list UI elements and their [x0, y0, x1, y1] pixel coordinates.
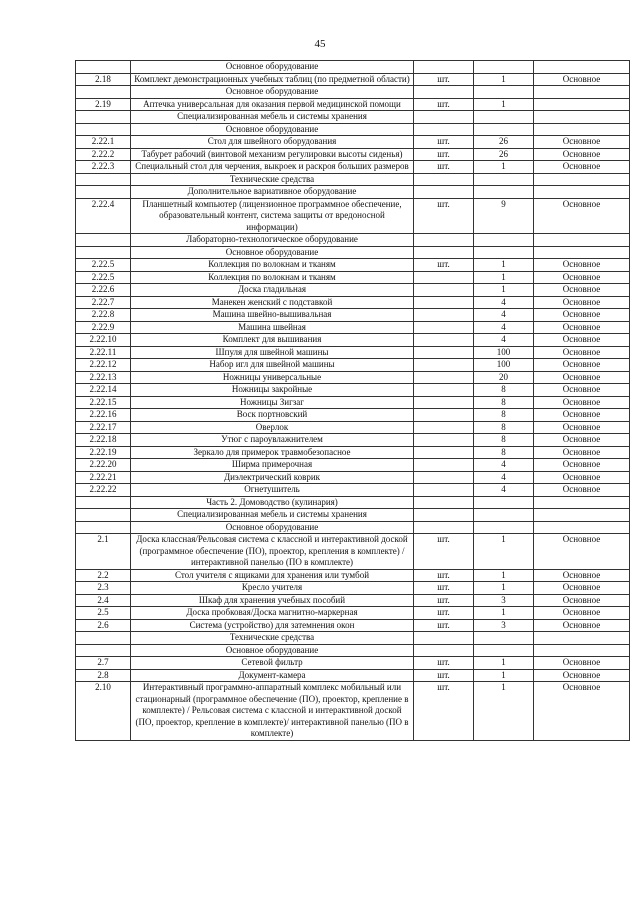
- empty-cell: [534, 111, 630, 124]
- empty-cell: [414, 234, 474, 247]
- item-name-cell: Аптечка универсальная для оказания первой медицинской помощи: [131, 98, 414, 111]
- table-row: [76, 309, 630, 322]
- category-cell: Основное: [534, 582, 630, 595]
- section-title-cell: Основное оборудование: [131, 521, 414, 534]
- item-number-cell: 2.22.6: [76, 284, 131, 297]
- category-cell: Основное: [534, 594, 630, 607]
- table-row: [76, 198, 630, 234]
- empty-cell: [414, 509, 474, 522]
- table-row: [76, 484, 630, 497]
- item-name-cell: Диэлектрический коврик: [131, 471, 414, 484]
- unit-cell: [414, 284, 474, 297]
- empty-cell: [474, 234, 534, 247]
- empty-cell: [534, 496, 630, 509]
- quantity-cell: 1: [474, 569, 534, 582]
- empty-cell: [534, 61, 630, 74]
- empty-cell: [474, 111, 534, 124]
- table-row: [76, 334, 630, 347]
- quantity-cell: 1: [474, 161, 534, 174]
- unit-cell: шт.: [414, 73, 474, 86]
- empty-cell: [76, 632, 131, 645]
- empty-cell: [76, 86, 131, 99]
- empty-cell: [414, 173, 474, 186]
- empty-cell: [76, 234, 131, 247]
- item-name-cell: Воск портновский: [131, 409, 414, 422]
- unit-cell: [414, 396, 474, 409]
- item-name-cell: Стол учителя с ящиками для хранения или тумбой: [131, 569, 414, 582]
- unit-cell: [414, 409, 474, 422]
- unit-cell: шт.: [414, 569, 474, 582]
- category-cell: Основное: [534, 682, 630, 741]
- unit-cell: [414, 484, 474, 497]
- table-row: [76, 396, 630, 409]
- empty-cell: [534, 86, 630, 99]
- category-cell: Основное: [534, 534, 630, 570]
- item-name-cell: Набор игл для швейной машины: [131, 359, 414, 372]
- item-number-cell: 2.22.5: [76, 259, 131, 272]
- item-name-cell: Машина швейная: [131, 321, 414, 334]
- empty-cell: [414, 186, 474, 199]
- item-name-cell: Огнетушитель: [131, 484, 414, 497]
- quantity-cell: 9: [474, 198, 534, 234]
- empty-cell: [534, 246, 630, 259]
- empty-cell: [76, 61, 131, 74]
- quantity-cell: 8: [474, 384, 534, 397]
- table-row: [76, 471, 630, 484]
- section-header-row: [76, 86, 630, 99]
- item-number-cell: 2.5: [76, 607, 131, 620]
- section-title-cell: Часть 2. Домоводство (кулинария): [131, 496, 414, 509]
- table-row: [76, 98, 630, 111]
- category-cell: Основное: [534, 309, 630, 322]
- item-name-cell: Доска пробковая/Доска магнитно-маркерная: [131, 607, 414, 620]
- item-name-cell: Манекен женский с подставкой: [131, 296, 414, 309]
- item-name-cell: Ножницы закройные: [131, 384, 414, 397]
- empty-cell: [534, 509, 630, 522]
- table-row: [76, 409, 630, 422]
- table-row: [76, 384, 630, 397]
- empty-cell: [76, 111, 131, 124]
- section-header-row: [76, 521, 630, 534]
- item-name-cell: Доска гладильная: [131, 284, 414, 297]
- quantity-cell: 100: [474, 346, 534, 359]
- item-name-cell: Ножницы универсальные: [131, 371, 414, 384]
- item-number-cell: 2.22.17: [76, 421, 131, 434]
- section-title-cell: Основное оборудование: [131, 644, 414, 657]
- table-row: [76, 271, 630, 284]
- section-title-cell: Дополнительное вариативное оборудование: [131, 186, 414, 199]
- item-number-cell: 2.19: [76, 98, 131, 111]
- category-cell: Основное: [534, 148, 630, 161]
- quantity-cell: 1: [474, 607, 534, 620]
- quantity-cell: 1: [474, 534, 534, 570]
- section-header-row: [76, 246, 630, 259]
- empty-cell: [474, 86, 534, 99]
- unit-cell: [414, 384, 474, 397]
- item-number-cell: 2.22.5: [76, 271, 131, 284]
- table-row: [76, 657, 630, 670]
- item-number-cell: 2.22.14: [76, 384, 131, 397]
- item-number-cell: 2.1: [76, 534, 131, 570]
- unit-cell: [414, 334, 474, 347]
- category-cell: Основное: [534, 321, 630, 334]
- item-name-cell: Стол для швейного оборудования: [131, 136, 414, 149]
- category-cell: Основное: [534, 136, 630, 149]
- empty-cell: [474, 644, 534, 657]
- item-number-cell: 2.22.9: [76, 321, 131, 334]
- table-row: [76, 619, 630, 632]
- table-row: [76, 259, 630, 272]
- empty-cell: [76, 123, 131, 136]
- item-number-cell: 2.22.13: [76, 371, 131, 384]
- section-header-row: [76, 173, 630, 186]
- category-cell: Основное: [534, 569, 630, 582]
- section-header-row: [76, 111, 630, 124]
- item-number-cell: 2.22.22: [76, 484, 131, 497]
- empty-cell: [534, 186, 630, 199]
- section-header-row: [76, 632, 630, 645]
- unit-cell: [414, 296, 474, 309]
- table-row: [76, 136, 630, 149]
- category-cell: Основное: [534, 459, 630, 472]
- unit-cell: шт.: [414, 619, 474, 632]
- table-row: [76, 421, 630, 434]
- item-name-cell: Зеркало для примерок травмобезопасное: [131, 446, 414, 459]
- table-row: [76, 569, 630, 582]
- empty-cell: [474, 186, 534, 199]
- empty-cell: [414, 61, 474, 74]
- quantity-cell: 8: [474, 434, 534, 447]
- table-row: [76, 594, 630, 607]
- item-name-cell: Комплект демонстрационных учебных таблиц (по предметной области): [131, 73, 414, 86]
- table-row: [76, 73, 630, 86]
- category-cell: Основное: [534, 421, 630, 434]
- item-name-cell: Оверлок: [131, 421, 414, 434]
- empty-cell: [534, 173, 630, 186]
- item-number-cell: 2.22.20: [76, 459, 131, 472]
- empty-cell: [474, 521, 534, 534]
- unit-cell: шт.: [414, 657, 474, 670]
- empty-cell: [474, 632, 534, 645]
- item-number-cell: 2.10: [76, 682, 131, 741]
- category-cell: Основное: [534, 607, 630, 620]
- quantity-cell: 1: [474, 669, 534, 682]
- unit-cell: шт.: [414, 582, 474, 595]
- item-number-cell: 2.22.12: [76, 359, 131, 372]
- section-header-row: [76, 123, 630, 136]
- unit-cell: шт.: [414, 607, 474, 620]
- quantity-cell: 3: [474, 619, 534, 632]
- empty-cell: [414, 111, 474, 124]
- item-name-cell: Система (устройство) для затемнения окон: [131, 619, 414, 632]
- table-row: [76, 669, 630, 682]
- equipment-table-body: [76, 61, 630, 741]
- item-number-cell: 2.18: [76, 73, 131, 86]
- empty-cell: [414, 86, 474, 99]
- item-name-cell: Табурет рабочий (винтовой механизм регулировки высоты сиденья): [131, 148, 414, 161]
- section-header-row: [76, 61, 630, 74]
- empty-cell: [76, 496, 131, 509]
- category-cell: Основное: [534, 409, 630, 422]
- item-number-cell: 2.22.18: [76, 434, 131, 447]
- empty-cell: [414, 521, 474, 534]
- category-cell: [534, 98, 630, 111]
- category-cell: Основное: [534, 296, 630, 309]
- quantity-cell: 4: [474, 484, 534, 497]
- unit-cell: шт.: [414, 98, 474, 111]
- item-number-cell: 2.7: [76, 657, 131, 670]
- empty-cell: [76, 246, 131, 259]
- quantity-cell: 4: [474, 309, 534, 322]
- quantity-cell: 8: [474, 421, 534, 434]
- table-row: [76, 459, 630, 472]
- empty-cell: [76, 509, 131, 522]
- item-number-cell: 2.22.11: [76, 346, 131, 359]
- quantity-cell: 4: [474, 321, 534, 334]
- item-name-cell: Сетевой фильтр: [131, 657, 414, 670]
- item-name-cell: Комплект для вышивания: [131, 334, 414, 347]
- item-number-cell: 2.22.10: [76, 334, 131, 347]
- empty-cell: [474, 123, 534, 136]
- table-row: [76, 371, 630, 384]
- quantity-cell: 4: [474, 471, 534, 484]
- quantity-cell: 4: [474, 459, 534, 472]
- quantity-cell: 26: [474, 136, 534, 149]
- unit-cell: шт.: [414, 198, 474, 234]
- quantity-cell: 1: [474, 682, 534, 741]
- empty-cell: [474, 61, 534, 74]
- unit-cell: шт.: [414, 682, 474, 741]
- item-number-cell: 2.8: [76, 669, 131, 682]
- empty-cell: [76, 186, 131, 199]
- item-number-cell: 2.22.19: [76, 446, 131, 459]
- empty-cell: [534, 644, 630, 657]
- section-title-cell: Технические средства: [131, 632, 414, 645]
- item-number-cell: 2.2: [76, 569, 131, 582]
- quantity-cell: 1: [474, 98, 534, 111]
- unit-cell: шт.: [414, 669, 474, 682]
- unit-cell: [414, 434, 474, 447]
- empty-cell: [474, 496, 534, 509]
- empty-cell: [414, 632, 474, 645]
- item-number-cell: 2.22.4: [76, 198, 131, 234]
- unit-cell: [414, 471, 474, 484]
- category-cell: Основное: [534, 396, 630, 409]
- empty-cell: [414, 644, 474, 657]
- empty-cell: [414, 496, 474, 509]
- quantity-cell: 4: [474, 334, 534, 347]
- quantity-cell: 3: [474, 594, 534, 607]
- category-cell: Основное: [534, 384, 630, 397]
- item-number-cell: 2.22.2: [76, 148, 131, 161]
- unit-cell: шт.: [414, 148, 474, 161]
- quantity-cell: 1: [474, 657, 534, 670]
- page-number: 45: [314, 38, 326, 50]
- category-cell: Основное: [534, 198, 630, 234]
- category-cell: Основное: [534, 73, 630, 86]
- category-cell: Основное: [534, 471, 630, 484]
- section-header-row: [76, 509, 630, 522]
- item-number-cell: 2.22.1: [76, 136, 131, 149]
- quantity-cell: 1: [474, 582, 534, 595]
- category-cell: Основное: [534, 446, 630, 459]
- empty-cell: [414, 246, 474, 259]
- table-row: [76, 284, 630, 297]
- item-number-cell: 2.22.15: [76, 396, 131, 409]
- section-header-row: [76, 234, 630, 247]
- unit-cell: шт.: [414, 136, 474, 149]
- section-title-cell: Специализированная мебель и системы хранения: [131, 111, 414, 124]
- empty-cell: [76, 173, 131, 186]
- empty-cell: [534, 123, 630, 136]
- item-number-cell: 2.3: [76, 582, 131, 595]
- unit-cell: [414, 421, 474, 434]
- item-name-cell: Ширма примерочная: [131, 459, 414, 472]
- table-row: [76, 582, 630, 595]
- empty-cell: [474, 173, 534, 186]
- empty-cell: [534, 632, 630, 645]
- table-row: [76, 161, 630, 174]
- unit-cell: [414, 346, 474, 359]
- empty-cell: [534, 521, 630, 534]
- item-name-cell: Ножницы Зигзаг: [131, 396, 414, 409]
- table-row: [76, 148, 630, 161]
- category-cell: Основное: [534, 346, 630, 359]
- quantity-cell: 4: [474, 296, 534, 309]
- category-cell: Основное: [534, 619, 630, 632]
- category-cell: Основное: [534, 284, 630, 297]
- quantity-cell: 1: [474, 284, 534, 297]
- quantity-cell: 8: [474, 396, 534, 409]
- item-name-cell: Доска классная/Рельсовая система с классной и интерактивной доской (программное обеспечение (ПО), проектор, крепления в комплекте) / интерактивной панелью (ПО в комплекте): [131, 534, 414, 570]
- section-title-cell: Основное оборудование: [131, 123, 414, 136]
- quantity-cell: 1: [474, 271, 534, 284]
- item-name-cell: Шкаф для хранения учебных пособий: [131, 594, 414, 607]
- unit-cell: шт.: [414, 594, 474, 607]
- item-name-cell: Специальный стол для черчения, выкроек и раскроя больших размеров: [131, 161, 414, 174]
- item-number-cell: 2.4: [76, 594, 131, 607]
- category-cell: Основное: [534, 161, 630, 174]
- item-number-cell: 2.22.21: [76, 471, 131, 484]
- item-name-cell: Шпуля для швейной машины: [131, 346, 414, 359]
- empty-cell: [76, 644, 131, 657]
- table-row: [76, 359, 630, 372]
- quantity-cell: 20: [474, 371, 534, 384]
- section-title-cell: Технические средства: [131, 173, 414, 186]
- table-row: [76, 607, 630, 620]
- table-row: [76, 682, 630, 741]
- category-cell: Основное: [534, 259, 630, 272]
- unit-cell: [414, 446, 474, 459]
- quantity-cell: 1: [474, 259, 534, 272]
- item-name-cell: Машина швейно-вышивальная: [131, 309, 414, 322]
- table-row: [76, 534, 630, 570]
- unit-cell: шт.: [414, 534, 474, 570]
- quantity-cell: 1: [474, 73, 534, 86]
- empty-cell: [414, 123, 474, 136]
- item-name-cell: Кресло учителя: [131, 582, 414, 595]
- item-number-cell: 2.22.7: [76, 296, 131, 309]
- item-name-cell: Документ-камера: [131, 669, 414, 682]
- item-name-cell: Коллекция по волокнам и тканям: [131, 271, 414, 284]
- category-cell: Основное: [534, 434, 630, 447]
- unit-cell: шт.: [414, 161, 474, 174]
- section-title-cell: Основное оборудование: [131, 86, 414, 99]
- category-cell: Основное: [534, 359, 630, 372]
- unit-cell: [414, 371, 474, 384]
- section-title-cell: Основное оборудование: [131, 61, 414, 74]
- unit-cell: шт.: [414, 259, 474, 272]
- section-title-cell: Специализированная мебель и системы хранения: [131, 509, 414, 522]
- section-header-row: [76, 496, 630, 509]
- unit-cell: [414, 459, 474, 472]
- item-number-cell: 2.22.3: [76, 161, 131, 174]
- section-title-cell: Основное оборудование: [131, 246, 414, 259]
- table-row: [76, 346, 630, 359]
- item-name-cell: Планшетный компьютер (лицензионное программное обеспечение, образовательный контент, система защиты от вредоносной информации): [131, 198, 414, 234]
- empty-cell: [76, 521, 131, 534]
- quantity-cell: 100: [474, 359, 534, 372]
- unit-cell: [414, 309, 474, 322]
- unit-cell: [414, 359, 474, 372]
- category-cell: Основное: [534, 334, 630, 347]
- item-number-cell: 2.22.16: [76, 409, 131, 422]
- section-header-row: [76, 186, 630, 199]
- category-cell: Основное: [534, 484, 630, 497]
- item-number-cell: 2.6: [76, 619, 131, 632]
- empty-cell: [474, 246, 534, 259]
- unit-cell: [414, 271, 474, 284]
- empty-cell: [474, 509, 534, 522]
- item-number-cell: 2.22.8: [76, 309, 131, 322]
- item-name-cell: Интерактивный программно-аппаратный комплекс мобильный или стационарный (программное обеспечение (ПО), проектор, крепление в комплекте) / Рельсовая система с классной и интерактивной доской (ПО, проектор, крепление в комплекте)/ интерактивной панелью (ПО в комплекте): [131, 682, 414, 741]
- category-cell: Основное: [534, 271, 630, 284]
- quantity-cell: 8: [474, 409, 534, 422]
- item-name-cell: Утюг с пароувлажнителем: [131, 434, 414, 447]
- table-row: [76, 321, 630, 334]
- quantity-cell: 26: [474, 148, 534, 161]
- table-row: [76, 296, 630, 309]
- table-row: [76, 434, 630, 447]
- empty-cell: [534, 234, 630, 247]
- category-cell: Основное: [534, 669, 630, 682]
- quantity-cell: 8: [474, 446, 534, 459]
- equipment-table: [75, 60, 630, 741]
- section-title-cell: Лабораторно-технологическое оборудование: [131, 234, 414, 247]
- unit-cell: [414, 321, 474, 334]
- section-header-row: [76, 644, 630, 657]
- item-name-cell: Коллекция по волокнам и тканям: [131, 259, 414, 272]
- category-cell: Основное: [534, 657, 630, 670]
- table-row: [76, 446, 630, 459]
- category-cell: Основное: [534, 371, 630, 384]
